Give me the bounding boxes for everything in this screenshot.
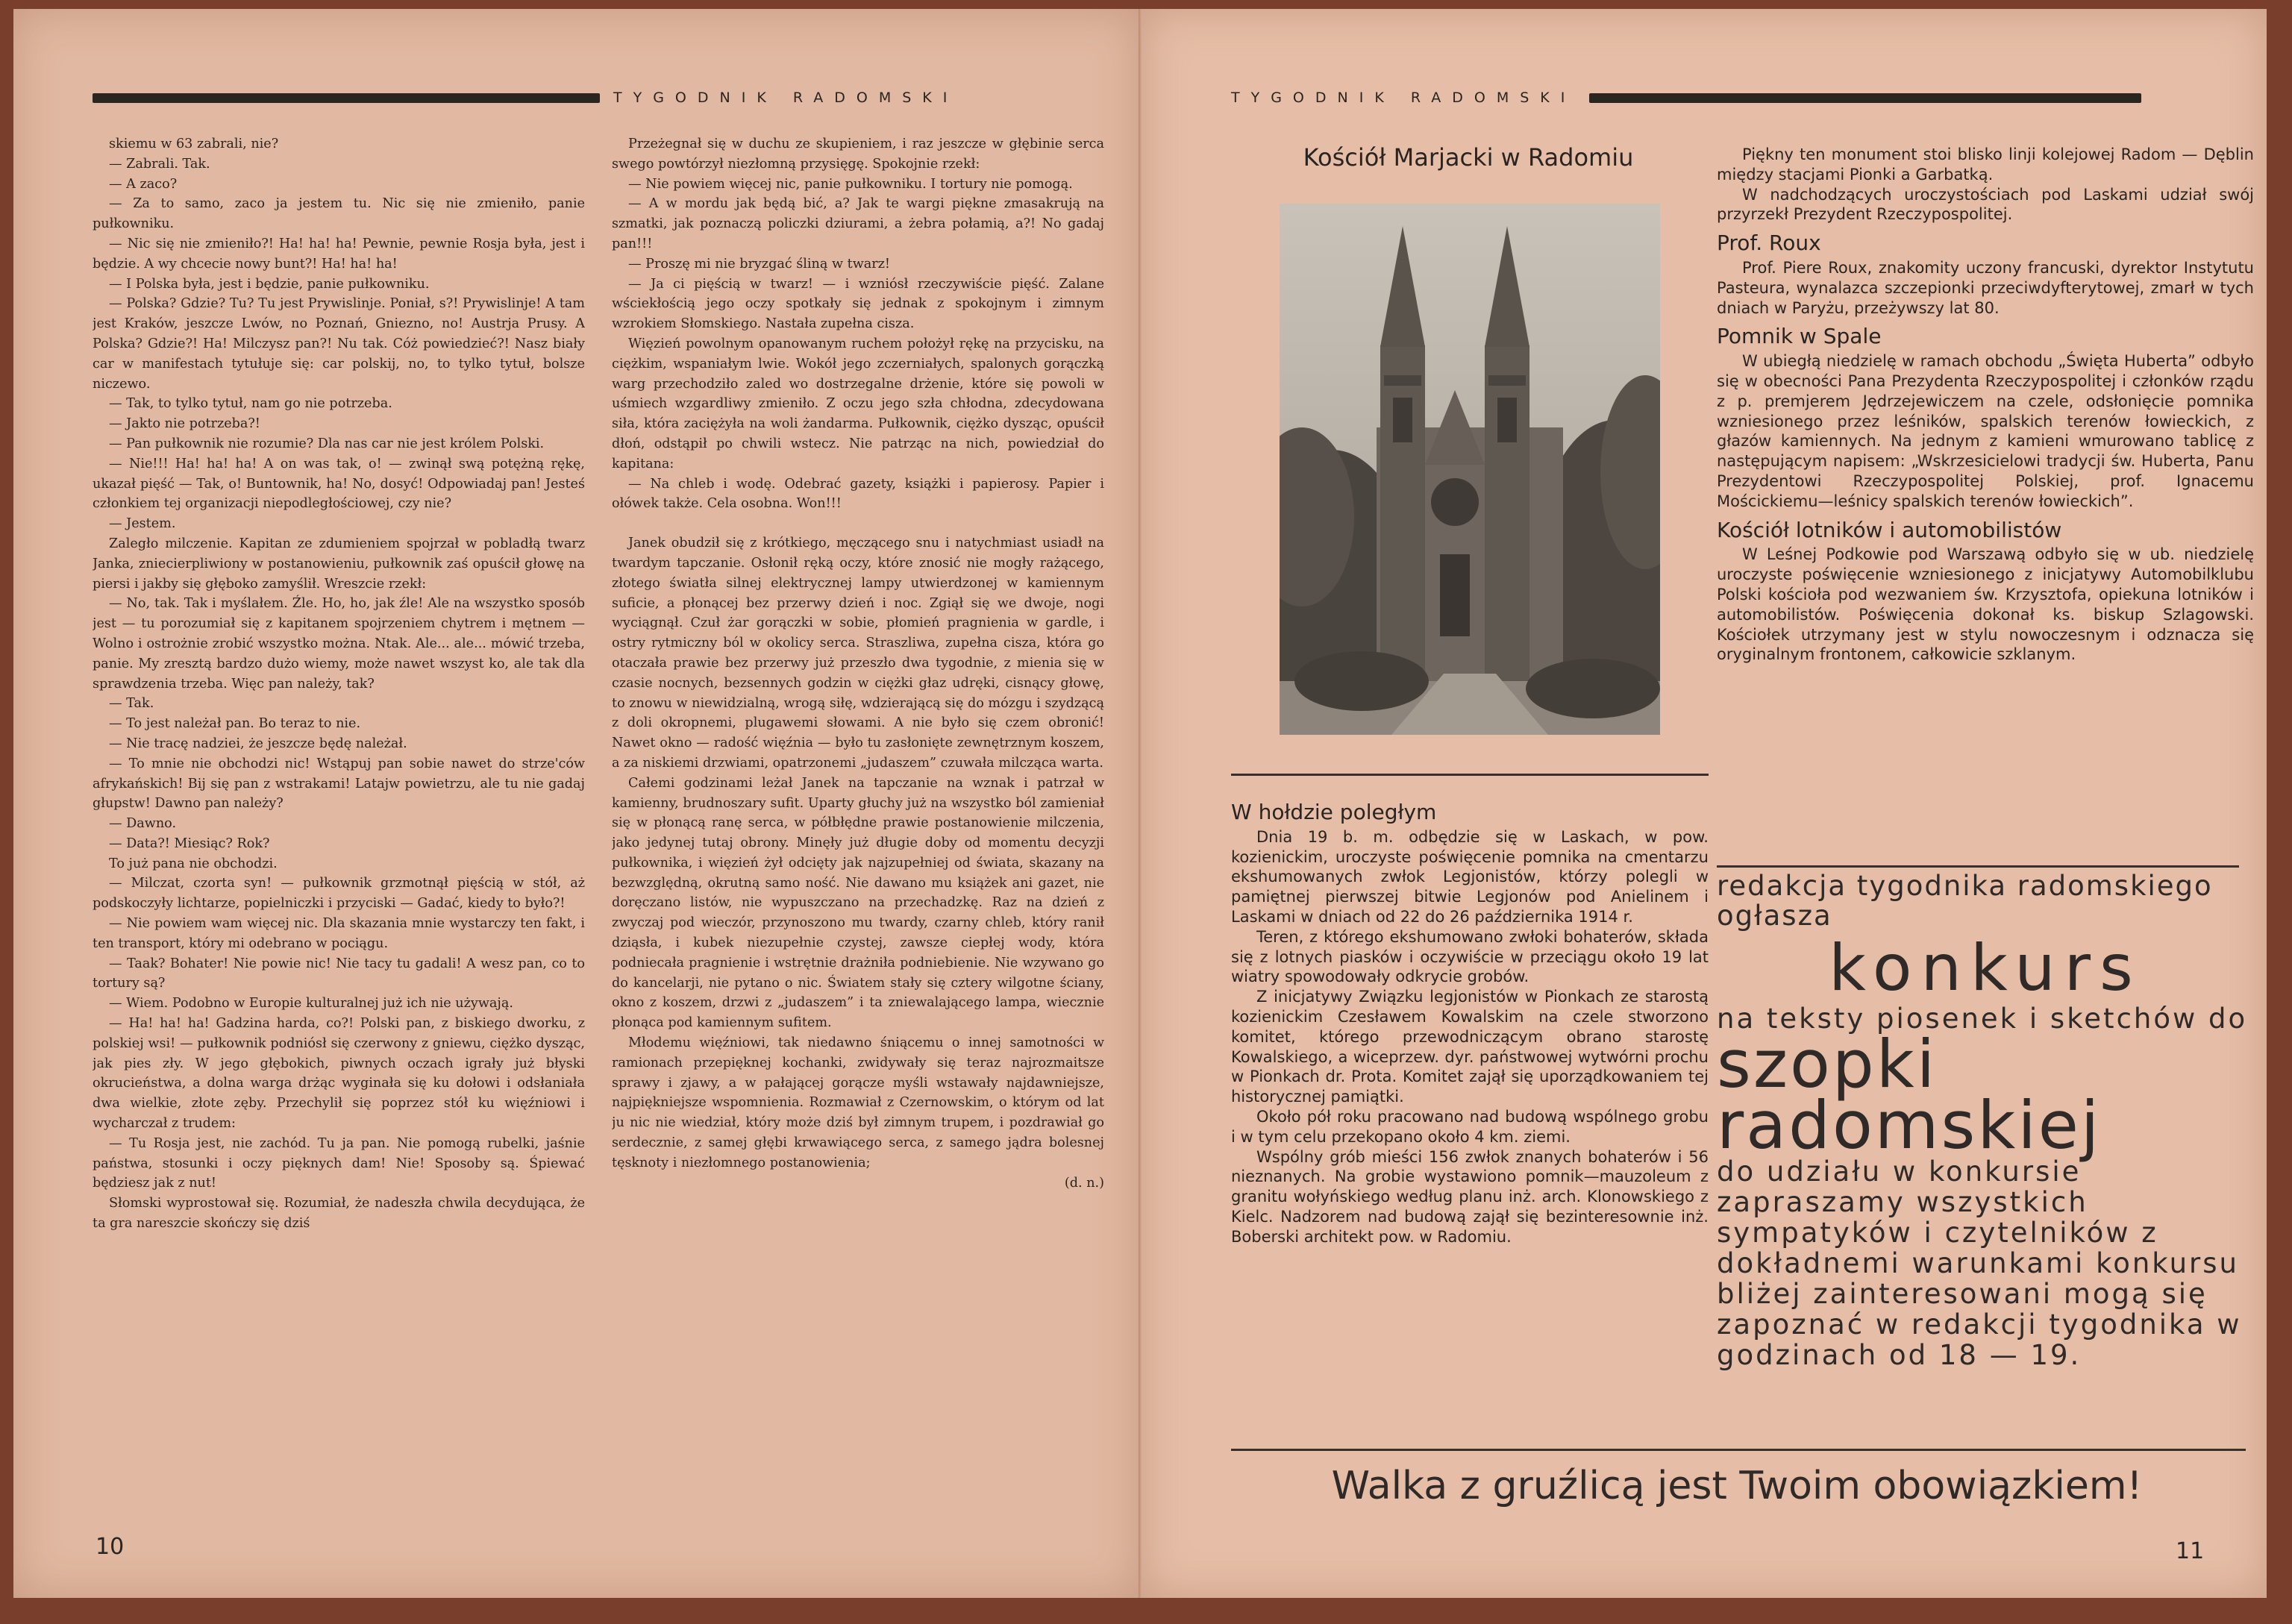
news-text: Prof. Piere Roux, znakomity uczony francuski, dyrektor Instytutu Pasteura, wynalazca szczepionki przeciwdyfterytowej, zmarł w tych dniach w Paryżu, przeżywszy lat 80. xyxy=(1717,258,2254,317)
photo-caption: Kościół Marjacki w Radomiu xyxy=(1303,143,1634,172)
masthead-title: TYGODNIK RADOMSKI xyxy=(613,90,959,106)
paragraph: — No, tak. Tak i myślałem. Źle. Ho, ho, jak źle! Ale na wszystko sposób jest — tu porozumiał się z kapitanem spojrzeniem chytrem i mętnem — Wolno i ostrożnie zrobić wszystko można. Ntak. Ale... ale... mówić trzeba, panie. My zresztą bardzo dużo wiemy, może nawet wszyst ko, ale tak dla sprawdzenia trzeba. Więc pan należy, tak? xyxy=(93,596,585,692)
konkurs-line1: redakcja tygodnika radomskiego ogłasza xyxy=(1717,870,2213,932)
konkurs-announcement xyxy=(1717,871,2254,1370)
paragraph: — A zaco? xyxy=(109,176,178,192)
masthead-title: TYGODNIK RADOMSKI xyxy=(1231,90,1576,106)
paragraph: Dnia 19 b. m. odbędzie się w Laskach, w pow. kozienickim, uroczyste poświęcenie pomnika na cmentarzu ekshumowanych zwłok Legjonistów, którzy polegli w pamiętnej pierwszej bitwie Legjonów pod Anielinem i Laskami w dniach od 22 do 26 października 1914 r. xyxy=(1231,827,1709,926)
magazine-spread xyxy=(13,9,2267,1598)
konkurs-title: konkurs xyxy=(1829,931,2142,1006)
paragraph: — Data?! Miesiąc? Rok? xyxy=(109,835,270,851)
left-column-2 xyxy=(612,134,1104,1522)
article-hold-poleglym xyxy=(1231,794,1709,1443)
masthead-right xyxy=(1231,87,2141,109)
paragraph: — Proszę mi nie bryzgać śliną w twarz! xyxy=(628,256,890,272)
paragraph: Zaległo milczenie. Kapitan ze zdumieniem spojrzał w pobladłą twarz Janka, zniecierpliwiony w postanowieniu, pułkownik zaś opuścił głowę na piersi i jakby się głęboko zamyślił. Wreszcie rzekł: xyxy=(93,536,585,592)
news-text: W Leśnej Podkowie pod Warszawą odbyło się w ub. niedzielę uroczyste poświęcenie wzniesionego z inicjatywy Automobilklubu Polski kościoła pod wezwaniem św. Krzysztofa, opiekuna lotników i automobilistów. Poświęcenia dokonał ks. biskup Szlagowski. Kościołek utrzymany jest w stylu nowoczesnym i odznacza się oryginalnym frontonem, całkowicie szklanym. xyxy=(1717,545,2254,664)
paragraph: skiemu w 63 zabrali, nie? xyxy=(109,137,279,151)
paragraph: — Nie tracę nadziei, że jeszcze będę należał. xyxy=(109,736,407,751)
paragraph: — Taak? Bohater! Nie powie nic! Nie tacy tu gadali! A wesz pan, co to tortury są? xyxy=(93,956,585,991)
paragraph: To już pana nie obchodzi. xyxy=(109,856,278,871)
paragraph: — Nic się nie zmieniło?! Ha! ha! ha! Pewnie, pewnie Rosja była, jest i będzie. A wy chcecie nowy bunt?! Ha! ha! ha! xyxy=(93,236,585,272)
paragraph: — To mnie nie obchodzi nic! Wstąpuj pan sobie nawet do strze'ców afrykańskich! Bij się pan z wstrakami! Latajw powietrzu, ale tu nie gadaj głupstw! Dawno pan należy? xyxy=(93,756,585,812)
masthead-rule xyxy=(93,93,600,103)
news-heading: Prof. Roux xyxy=(1717,231,1821,256)
paragraph: Teren, z którego ekshumowano zwłoki bohaterów, składa się z lotnych piasków i oczywiście w przeciągu około 19 lat wiatry spowodowały odkrycie grobów. xyxy=(1231,927,1709,986)
paragraph: — Tak, to tylko tytuł, nam go nie potrzeba. xyxy=(109,396,392,412)
paragraph: — Pan pułkownik nie rozumie? Dla nas car nie jest królem Polski. xyxy=(109,436,545,451)
paragraph: Więzień powolnym opanowanym ruchem położył rękę na przycisku, na ciężkim, wspaniałym lwie. Wokół jego zczerniałych, spalonych gorączką warg przechodziło zaled wo dostrzegalne drżenie, które się powoli w uśmiech wzgardliwy zmieniło. Z oczu jego szła chłodna, zdecydowana siła, która zaciężyła na woli żandarma. Pułkownik, ciężko dysząc, opuścił dłoń, odstąpił po chwili wstecz. Nie patrząc na nich, powiedział do kapitana: xyxy=(612,336,1104,471)
paragraph: Około pół roku pracowano nad budową wspólnego grobu i w tym celu przekopano około 4 km. ziemi. xyxy=(1231,1107,1709,1146)
page-left xyxy=(13,9,1140,1598)
paragraph: — Zabrali. Tak. xyxy=(109,156,210,172)
paragraph xyxy=(612,514,1104,533)
paragraph: Janek obudził się z krótkiego, męczącego snu i natychmiast usiadł na twardym tapczanie. Osłonił ręką oczy, które znosić nie mogły rażącego, złotego światła silnej elektrycznej lampy utwierdzonej w kamiennym suficie, a płonącej bez przerwy dzień i noc. Zgiął się we dwoje, nogi wyciągnął. Czuł żar gorączki w sobie, płomień pragnienia w gardle, i ostry rytmiczny ból w okolicy serca. Straszliwa, zupełna cisza, która go otaczała prawie bez przerwy już przeszło dwa tygodnie, z mienia się w czasie nocnych, bezsennych godzin w ciężki głaz udręki, cisnący głowę, to znowu w niewidzialną, wrogą siłę, wdzierającą się do mózgu i szydzącą z doli okropnemi, plugawemi słowami. A nie było się czem obronić! Nawet okno — radość więźnia — było tu zasłonięte zewnętrznym koszem, a za niskiemi drzwiami, opatrzonemi „judaszem” czuwała milcząca warta. xyxy=(612,536,1104,771)
page-number-right: 11 xyxy=(2176,1538,2205,1564)
page-number-left: 10 xyxy=(96,1534,125,1560)
slogan: Walka z gruźlicą jest Twoim obowiązkiem! xyxy=(1331,1464,2143,1508)
continued-note: (d. n.) xyxy=(1064,1175,1104,1191)
paragraph: Młodemu więźniowi, tak niedawno śniącemu o innej samotności w ramionach przepięknej kochanki, zwidywały się teraz najrozmaitsze sprawy i zjawy, a w pałającej gorącze myśli wstawały najdawniejsze, najpiękniejsze wspomnienia. Rozmawiał z Czernowskim, o którym od lat ju nic nie wiedział, który może dziś był zimnym trupem, i pozdrawiał go serdecznie, z samej głębi krwawiącego serca, z samego jądra bolesnej tęsknoty i niezłomnego postanowienia; xyxy=(612,1035,1104,1170)
paragraph: Całemi godzinami leżał Janek na tapczanie na wznak i patrzał w kamienny, brudnoszary sufit. Uparty głuchy już na wszystko ból zamieniał się w płonącą ranę serca, w półbłędne prawie postanowienie milczenia, jako jedynej tutaj obrony. Minęły już długie doby od momentu decyzji pułkownika, i więzień żył odcięty jak najzupełniej od świata, skazany na bezwzględną, okrutną samo ność. Nie dawano mu książek ani gazet, nie doręczano listów, nie wypuszczano na przechadzkę. Raz na dzień z zwyczaj pod wieczór, przynoszono mu twardy, czarny chleb, który ranił dziąsła, i kubek niezupełnie czystej, zawsze ciepłej wody, która podniecała pragnienie i wstrętnie drażniła podniebienie. Nie wzywano go do kancelarji, nie pytano o nic. Światem stały się cztery wilgotne ściany, okno z koszem, drzwi z „judaszem” i ta zniewalającego lampa, wiecznie płonąca pod kamiennym sufitem. xyxy=(612,775,1104,1031)
paragraph: Z inicjatywy Związku legjonistów w Pionkach ze starostą kozienickim Czesławem Kowalskim na czele stworzono komitet, którego przewodniczącym obrano starostę Kowalskiego, a wiceprzew. dyr. państwowej wytwórni prochu w Pionkach dr. Prota. Komitet zajął się uporządkowaniem tej historycznej pamiątki. xyxy=(1231,988,1709,1106)
paragraph: W nadchodzących uroczystościach pod Laskami udział swój przyrzekł Prezydent Rzeczypospolitej. xyxy=(1717,185,2254,224)
konkurs-line3: do udziału w konkursie zapraszamy wszystkich sympatyków i czytelników z dokładnemi warunkami konkursu bliżej zainteresowani mogą się zapoznać w redakcji tygodnika w godzinach od 18 — 19. xyxy=(1717,1156,2242,1371)
paragraph: — Jakto nie potrzeba?! xyxy=(109,416,260,432)
paragraph: — Tu Rosja jest, nie zachód. Tu ja pan. Nie pomogą rubelki, jaśnie państwa, stosunki i oczy pięknych dam! Nie! Sposoby są. Śpiewać będziesz jak z nut! xyxy=(93,1135,585,1191)
hold-heading: W hołdzie poległym xyxy=(1231,800,1437,824)
news-heading: Pomnik w Spale xyxy=(1717,324,1882,349)
divider xyxy=(1231,774,1709,776)
paragraph: — Na chleb i wodę. Odebrać gazety, książki i papierosy. Papier i ołówek także. Cela osobna. Won!!! xyxy=(612,476,1104,512)
news-heading: Kościół lotników i automobilistów xyxy=(1717,517,2062,542)
paragraph: — A w mordu jak będą bić, a? Jak te wargi piękne zmasakrują na szmatki, jak poznaczą policzki dziurami, a żebra połamią, a?! No gadaj pan!!! xyxy=(612,196,1104,251)
paragraph: — Milczat, czorta syn! — pułkownik grzmotnął pięścią w stół, aż podskoczyły lichtarze, popielniczki i przyciski — Gadać, kiedy to było?! xyxy=(93,876,585,912)
masthead-left xyxy=(93,87,958,109)
paragraph: — Za to samo, zaco ja jestem tu. Nic się nie zmieniło, panie pułkowniku. xyxy=(93,196,585,232)
right-news-column xyxy=(1717,145,2254,853)
paragraph: — I Polska była, jest i będzie, panie pułkowniku. xyxy=(109,276,430,292)
paragraph: — Jestem. xyxy=(109,516,176,532)
konkurs-line2: na teksty piosenek i sketchów do xyxy=(1717,1003,2248,1035)
church-photo xyxy=(1280,204,1660,735)
paragraph: Wspólny grób mieści 156 zwłok znanych bohaterów i 56 nieznanych. Na grobie wystawiono pomnik—mauzoleum z granitu wołyńskiego według planu inż. arch. Klonowskiego z Kielc. Nadzorem nad budową zajął się bezinteresownie inż. Boberski architekt pow. w Radomiu. xyxy=(1231,1147,1709,1246)
paragraph: — Tak. xyxy=(109,696,154,712)
paragraph: Piękny ten monument stoi blisko linji kolejowej Radom — Dęblin między stacjami Pionki a Garbatką. xyxy=(1717,145,2254,184)
news-text: W ubiegłą niedzielę w ramach obchodu „Święta Huberta” odbyło się w obecności Pana Prezydenta Rzeczypospolitej i członków rządu z p. premjerem Jędrzejewiczem na czele, odsłonięcie pomnika wzniesionego przez leśników, spalskich terenów łowieckich, z głazów kamiennych. Na jednym z kamieni wmurowano tablicę z następującym napisem: „Wskrzesicielowi tradycji św. Huberta, Panu Prezydentowi Rzeczypospolitej Polskiej, prof. Ignacemu Mościckiemu—leśnicy spalskich terenów łowieckich”. xyxy=(1717,352,2254,510)
paragraph: — Wiem. Podobno w Europie kulturalnej już ich nie używają. xyxy=(109,996,513,1012)
paragraph: Słomski wyprostował się. Rozumiał, że nadeszła chwila decydująca, że ta gra nareszcie skończy się dziś xyxy=(93,1196,585,1232)
paragraph: — Ha! ha! ha! Gadzina harda, co?! Polski pan, z biskiego dworku, z polskiej wsi! — pułkownik podniósł się czerwony z gniewu, ciężko dysząc, jak pies zły. W jego głębokich, piwnych oczach igrały już błyski okrucieństwa, a dolna warga drżąc wyginała się ku dołowi i odsłaniała dwa wielkie, złote zęby. Przechylił się poprzez stół ku więźniowi i wycharczał z trudem: xyxy=(93,1016,585,1132)
szopki-title: szopki radomskiej xyxy=(1717,1026,2102,1164)
divider xyxy=(1231,1449,2246,1451)
paragraph: Przeżegnał się w duchu ze skupieniem, i raz jeszcze w głębinie serca swego powtórzył niezłomną przysięgę. Spokojnie rzekł: xyxy=(612,137,1104,172)
paragraph: — Polska? Gdzie? Tu? Tu jest Prywislinje. Poniał, s?! Prywislinje! A tam jest Kraków, jeszcze Lwów, no Poznań, Gniezno, no! Austrja Prusy. A Polska? Gdzie?! Ha! Milczysz pan?! Nu tak. Cóż powiedzieć?! Nasz biały car w manifestach tytułuje się: car polskij, no, to tylko tytuł, bolsze niczewo. xyxy=(93,296,585,392)
church-image xyxy=(1280,204,1660,735)
paragraph: — Nie powiem więcej nic, panie pułkowniku. I tortury nie pomogą. xyxy=(628,176,1073,192)
paragraph: — Ja ci pięścią w twarz! — i wzniósł rzeczywiście pięść. Zalane wściekłością jego oczy spotkały się jednak z spokojnym i zimnym wzrokiem Słomskiego. Nastała zupełna cisza. xyxy=(612,276,1104,332)
paragraph: — To jest należał pan. Bo teraz to nie. xyxy=(109,716,361,732)
divider xyxy=(1717,865,2239,868)
left-column-1 xyxy=(93,134,585,1522)
paragraph: — Nie powiem wam więcej nic. Dla skazania mnie wystarczy ten fakt, i ten transport, który mi odebrano w pociągu. xyxy=(93,916,585,951)
masthead-rule xyxy=(1589,93,2141,103)
paragraph: — Dawno. xyxy=(109,816,177,832)
paragraph: — Nie!!! Ha! ha! ha! A on was tak, o! — zwinął swą potężną rękę, ukazał pięść — Tak, o! Buntownik, ha! No, dosyć! Odpowiadaj pan! Jesteś członkiem tej organizacji niepodległościowej, czy nie? xyxy=(93,456,585,512)
